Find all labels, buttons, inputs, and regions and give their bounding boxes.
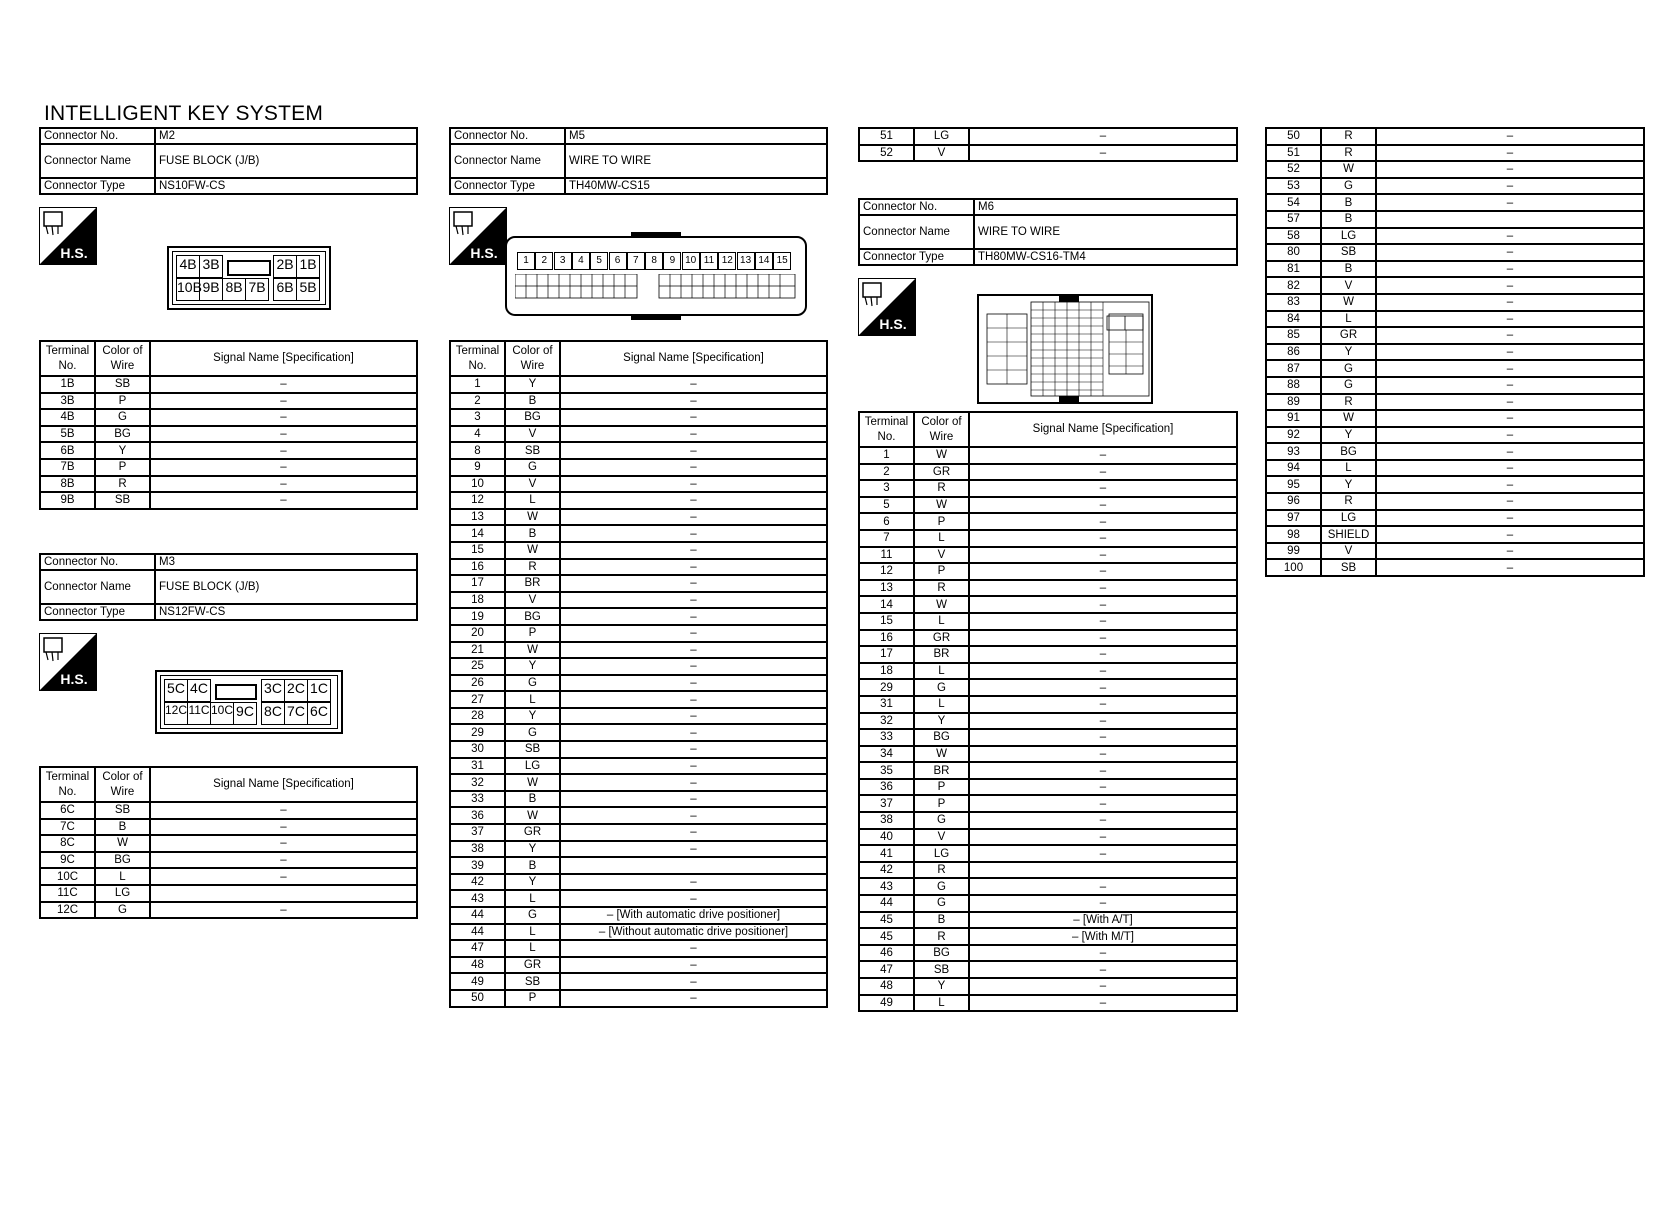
m3-terminal-table: Terminal No. Color of Wire Signal Name [Specification] 6C SB – 7C B – 8C W – 9C BG – 10C L – 11C LG 12C G – — [39, 766, 418, 919]
m3-key-slot — [215, 684, 257, 700]
table-row: 43 L – — [450, 890, 827, 907]
m5-connector-face — [505, 236, 807, 316]
m6-info-table: Connector No. M6 Connector Name WIRE TO WIRE Connector Type TH80MW-CS16-TM4 — [858, 198, 1238, 266]
table-row: 27 L – — [450, 691, 827, 708]
table-row: 33 B – — [450, 791, 827, 808]
m2-pin: 2B — [273, 255, 297, 278]
m5-pin: 9 — [663, 252, 681, 270]
table-row: 25 Y – — [450, 658, 827, 675]
table-row: 3B P – — [40, 393, 417, 410]
table-row: 44 L – [Without automatic drive positioner] — [450, 924, 827, 941]
m2-pin: 3B — [199, 255, 223, 278]
table-row: 8B R – — [40, 476, 417, 493]
table-row: 41 LG – — [859, 845, 1237, 862]
table-row: 9C BG – — [40, 852, 417, 869]
table-row: 31 LG – — [450, 758, 827, 775]
table-row: 87 G – — [1266, 360, 1644, 377]
table-row: 82 V – — [1266, 277, 1644, 294]
table-row: 86 Y – — [1266, 344, 1644, 361]
table-row: 13 W – — [450, 509, 827, 526]
svg-text:H.S.: H.S. — [470, 245, 498, 261]
table-row: 21 W – — [450, 642, 827, 659]
table-row: 40 V – — [859, 829, 1237, 846]
table-row: 5B BG – — [40, 426, 417, 443]
table-row: 7 L – — [859, 530, 1237, 547]
table-row: 34 W – — [859, 746, 1237, 763]
m2-info-table: Connector No. M2 Connector Name FUSE BLOCK (J/B) Connector Type NS10FW-CS — [39, 127, 418, 195]
table-row: 44 G – — [859, 895, 1237, 912]
table-row: 4B G – — [40, 409, 417, 426]
svg-text:H.S.: H.S. — [60, 245, 88, 261]
table-row: 8C W – — [40, 835, 417, 852]
table-row: 88 G – — [1266, 377, 1644, 394]
table-row: 91 W – — [1266, 410, 1644, 427]
table-row: 42 Y – — [450, 874, 827, 891]
table-row: 18 L – — [859, 663, 1237, 680]
table-row: 36 W – — [450, 807, 827, 824]
table-row: 8 SB – — [450, 442, 827, 459]
table-row: 16 R – — [450, 559, 827, 576]
table-row: 48 GR – — [450, 957, 827, 974]
m2-key-slot — [227, 260, 271, 276]
table-row: 7B P – — [40, 459, 417, 476]
table-row: 1 Y – — [450, 376, 827, 393]
m5-pin: 6 — [609, 252, 627, 270]
table-row: 45 B – [With A/T] — [859, 912, 1237, 929]
table-row: 3 BG – — [450, 409, 827, 426]
table-row: 10 V – — [450, 476, 827, 493]
m2-terminal-table: Terminal No. Color of Wire Signal Name [Specification] 1B SB – 3B P – 4B G – 5B BG – 6B Y – 7B P – 8B R – 9B SB – — [39, 340, 418, 510]
m5-continued-table — [858, 127, 1238, 162]
table-row: 7C B – — [40, 819, 417, 836]
table-row: 39 B — [450, 857, 827, 874]
table-row: 12 P – — [859, 563, 1237, 580]
table-row: 54 B – — [1266, 194, 1644, 211]
svg-text:H.S.: H.S. — [60, 671, 88, 687]
m6-terminal-table: Terminal No. Color of Wire Signal Name [Specification] 1 W – 2 GR – 3 R – 5 W – 6 P – 7 L – 11 V – 12 P – 13 R – 14 W – 15 L – 16 GR – 17 BR – 18 L – 29 G – 31 L – 32 Y – 33 BG – 34 W – 35 BR – 36 P – 37 P – 38 G – 40 V – 41 LG – 42 R 43 G – 44 G – 45 B – [With A/T] 45 R – [With M/T] 46 BG – 47 SB – 48 Y – 49 L – — [858, 411, 1238, 1012]
table-row: 18 V – — [450, 592, 827, 609]
table-row: 20 P – — [450, 625, 827, 642]
table-row: 52 V – — [859, 145, 1237, 162]
m5-pin: 5 — [590, 252, 608, 270]
m5-pin: 11 — [700, 252, 718, 270]
table-row: 37 P – — [859, 795, 1237, 812]
m5-pin: 7 — [627, 252, 645, 270]
table-row: 14 B – — [450, 525, 827, 542]
m5-pin: 13 — [737, 252, 755, 270]
m2-pin: 5B — [296, 278, 320, 301]
table-row: 52 W – — [1266, 161, 1644, 178]
m5-pin: 1 — [517, 252, 535, 270]
table-row: 15 L – — [859, 613, 1237, 630]
m2-pin: 1B — [296, 255, 320, 278]
m5-pin: 8 — [645, 252, 663, 270]
table-row: 96 R – — [1266, 493, 1644, 510]
table-row: 85 GR – — [1266, 327, 1644, 344]
table-row: 26 G – — [450, 675, 827, 692]
table-row: 10C L – — [40, 868, 417, 885]
m5-pin: 15 — [773, 252, 791, 270]
table-row: 35 BR – — [859, 762, 1237, 779]
table-row: 57 B — [1266, 211, 1644, 228]
m5-pin: 3 — [554, 252, 572, 270]
page-title: INTELLIGENT KEY SYSTEM — [44, 102, 324, 125]
table-row: 47 L – — [450, 940, 827, 957]
m2-pin: 10B — [176, 278, 200, 301]
m2-pin: 6B — [273, 278, 297, 301]
table-row: 32 Y – — [859, 713, 1237, 730]
table-row: 37 GR – — [450, 824, 827, 841]
table-row: 83 W – — [1266, 294, 1644, 311]
table-row: 100 SB – — [1266, 559, 1644, 576]
table-row: 43 G – — [859, 878, 1237, 895]
table-row: 46 BG – — [859, 945, 1237, 962]
table-row: 17 BR – — [859, 646, 1237, 663]
table-row: 36 P – — [859, 779, 1237, 796]
m2-pin: 9B — [199, 278, 223, 301]
table-row: 38 G – — [859, 812, 1237, 829]
m2-pin: 7B — [245, 278, 269, 301]
table-row: 81 B – — [1266, 261, 1644, 278]
table-row: 53 G – — [1266, 178, 1644, 195]
table-row: 1 W – — [859, 447, 1237, 464]
table-row: 30 SB – — [450, 741, 827, 758]
table-row: 9B SB – — [40, 492, 417, 509]
table-row: 6 P – — [859, 513, 1237, 530]
table-row: 4 V – — [450, 426, 827, 443]
table-row: 3 R – — [859, 480, 1237, 497]
table-row: 12C G – — [40, 902, 417, 919]
table-row: 29 G – — [450, 724, 827, 741]
m6-continued-table — [1265, 127, 1645, 577]
table-row: 29 G – — [859, 679, 1237, 696]
table-row: 2 GR – — [859, 464, 1237, 481]
table-row: 11 V – — [859, 547, 1237, 564]
table-row: 17 BR – — [450, 575, 827, 592]
table-row: 11C LG — [40, 885, 417, 902]
table-row: 42 R — [859, 862, 1237, 879]
table-row: 51 LG – — [859, 128, 1237, 145]
table-row: 6B Y – — [40, 442, 417, 459]
table-row: 51 R – — [1266, 145, 1644, 162]
table-row: 80 SB – — [1266, 244, 1644, 261]
m3-info-table: Connector No. M3 Connector Name FUSE BLOCK (J/B) Connector Type NS12FW-CS — [39, 553, 418, 621]
table-row: 19 BG – — [450, 608, 827, 625]
table-row: 15 W – — [450, 542, 827, 559]
table-row: 13 R – — [859, 580, 1237, 597]
m2-pin: 8B — [222, 278, 246, 301]
table-row: 58 LG – — [1266, 228, 1644, 245]
m5-pin: 2 — [535, 252, 553, 270]
table-row: 38 Y – — [450, 841, 827, 858]
harness-side-icon — [449, 207, 507, 265]
table-row: 6C SB – — [40, 802, 417, 819]
m5-pin: 10 — [682, 252, 700, 270]
table-row: 32 W – — [450, 774, 827, 791]
m5-pin: 12 — [718, 252, 736, 270]
m3-connector-face: 5C 4C 3C 2C 1C 12C 11C 10C 9C 8C 7C 6C — [155, 670, 343, 734]
table-row: 50 R – — [1266, 128, 1644, 145]
table-row: 95 Y – — [1266, 476, 1644, 493]
table-row: 16 GR – — [859, 630, 1237, 647]
table-row: 33 BG – — [859, 729, 1237, 746]
harness-side-icon — [39, 633, 97, 691]
table-row: 45 R – [With M/T] — [859, 928, 1237, 945]
m6-connector-face — [977, 294, 1153, 404]
table-row: 44 G – [With automatic drive positioner] — [450, 907, 827, 924]
table-row: 48 Y – — [859, 978, 1237, 995]
table-row: 28 Y – — [450, 708, 827, 725]
table-row: 9 G – — [450, 459, 827, 476]
svg-text:H.S.: H.S. — [879, 316, 907, 332]
table-row: 1B SB – — [40, 376, 417, 393]
table-row: 50 P – — [450, 990, 827, 1007]
table-row: 99 V – — [1266, 543, 1644, 560]
table-row: 93 BG – — [1266, 443, 1644, 460]
table-row: 5 W – — [859, 497, 1237, 514]
m2-pin: 4B — [176, 255, 200, 278]
harness-side-icon — [858, 278, 916, 336]
table-row: 14 W – — [859, 596, 1237, 613]
table-row: 94 L – — [1266, 460, 1644, 477]
table-row: 12 L – — [450, 492, 827, 509]
table-row: 92 Y – — [1266, 427, 1644, 444]
table-row: 89 R – — [1266, 394, 1644, 411]
m2-connector-face — [167, 246, 331, 310]
table-row: 98 SHIELD – — [1266, 526, 1644, 543]
table-row: 97 LG – — [1266, 510, 1644, 527]
table-row: 2 B – — [450, 393, 827, 410]
table-row: 49 SB – — [450, 973, 827, 990]
m5-pin: 4 — [572, 252, 590, 270]
table-row: 49 L – — [859, 995, 1237, 1012]
table-row: 84 L – — [1266, 311, 1644, 328]
table-row: 31 L – — [859, 696, 1237, 713]
m5-pin: 14 — [755, 252, 773, 270]
harness-side-icon — [39, 207, 97, 265]
table-row: 47 SB – — [859, 961, 1237, 978]
m5-terminal-table: Terminal No. Color of Wire Signal Name [Specification] 1 Y – 2 B – 3 BG – 4 V – 8 SB – 9 G – 10 V – 12 L – 13 W – 14 B – 15 W – 16 R – 17 BR – 18 V – 19 BG – 20 P – 21 W – 25 Y – 26 G – 27 L – 28 Y – 29 G – 30 SB – 31 LG – 32 W – 33 B – 36 W – 37 GR – 38 Y – 39 B 42 Y – 43 L – 44 G – [With automatic drive positioner] 44 L – [Without automatic drive positioner] 47 L – 48 GR – 49 SB – 50 P – — [449, 340, 828, 1008]
m5-info-table: Connector No. M5 Connector Name WIRE TO WIRE Connector Type TH40MW-CS15 — [449, 127, 828, 195]
